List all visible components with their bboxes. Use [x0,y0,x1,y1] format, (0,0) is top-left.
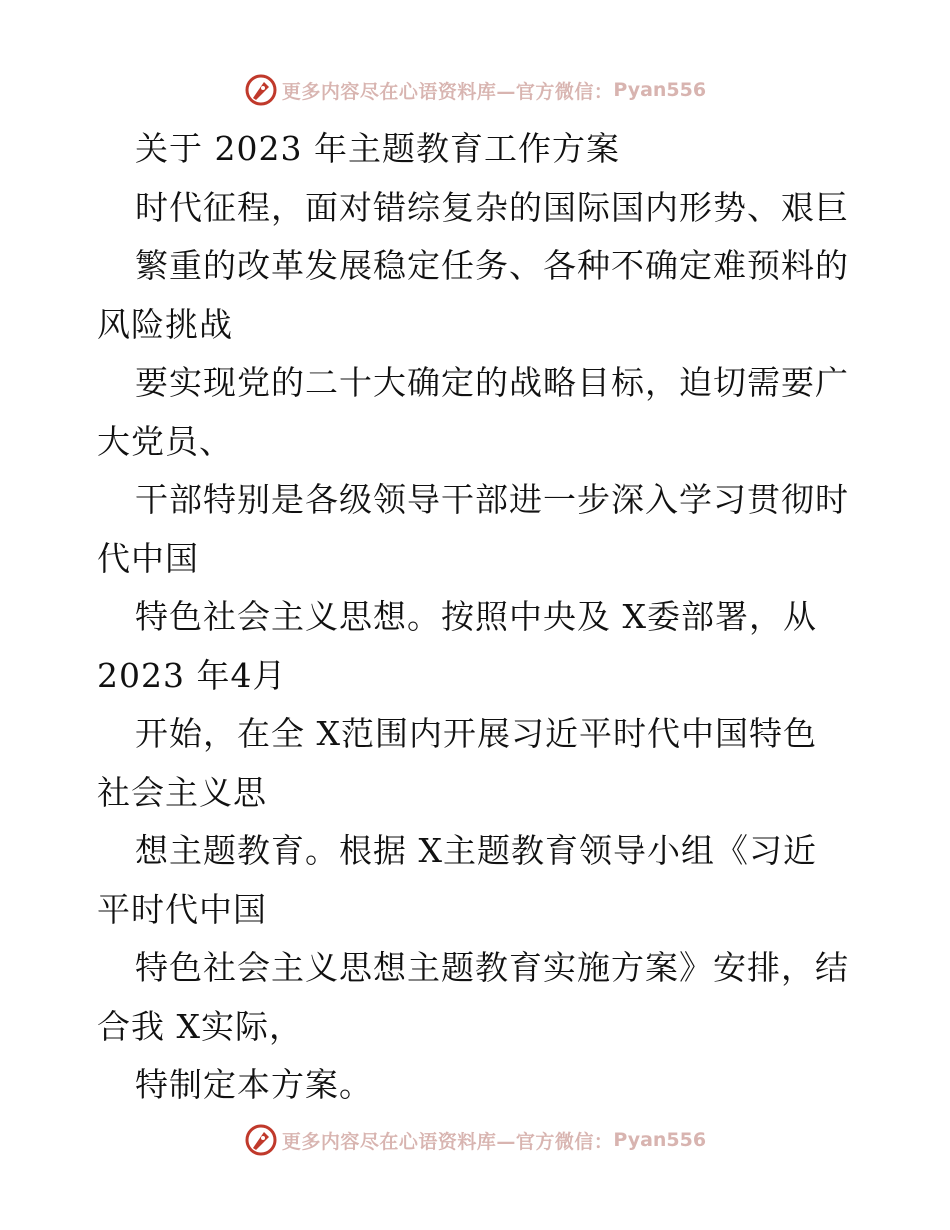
document-line: 开始，在全 X范围内开展习近平时代中国特色 [135,714,817,753]
document-title: 关于 2023 年主题教育工作方案 [135,129,620,168]
document-line: 风险挑战 [97,304,233,344]
document-body [97,120,857,1115]
document-line: 平时代中国 [97,889,267,929]
document-line: 合我 X实际， [97,1006,303,1046]
document-line: 时代征程，面对错综复杂的国际国内形势、艰巨 [135,187,849,227]
banner-contact: Pyan556 [613,79,707,101]
document-line: 社会主义思 [97,772,267,812]
footer-banner [0,1118,950,1162]
pen-nib-logo-icon [244,73,278,107]
banner-text: 更多内容尽在心语资料库—官方微信： [281,80,614,103]
document-line: 特色社会主义思想主题教育实施方案》安排，结 [135,948,849,987]
document-line: 想主题教育。根据 X主题教育领导小组《习近 [135,831,817,870]
document-line: 特制定本方案。 [135,1065,373,1104]
document-line: 要实现党的二十大确定的战略目标，迫切需要广 [135,363,849,402]
header-banner [0,68,950,112]
document-line: 干部特别是各级领导干部进一步深入学习贯彻时 [135,480,849,519]
document-line: 代中国 [97,538,199,578]
document-line: 繁重的改革发展稳定任务、各种不确定难预料的 [135,246,849,285]
banner-contact: Pyan556 [613,1129,707,1151]
document-line: 2023 年4月 [97,655,287,695]
document-line: 大党员、 [97,421,233,461]
document-line: 特色社会主义思想。按照中央及 X委部署，从 [135,597,817,636]
banner-text: 更多内容尽在心语资料库—官方微信： [281,1130,614,1153]
pen-nib-logo-icon [244,1123,278,1157]
